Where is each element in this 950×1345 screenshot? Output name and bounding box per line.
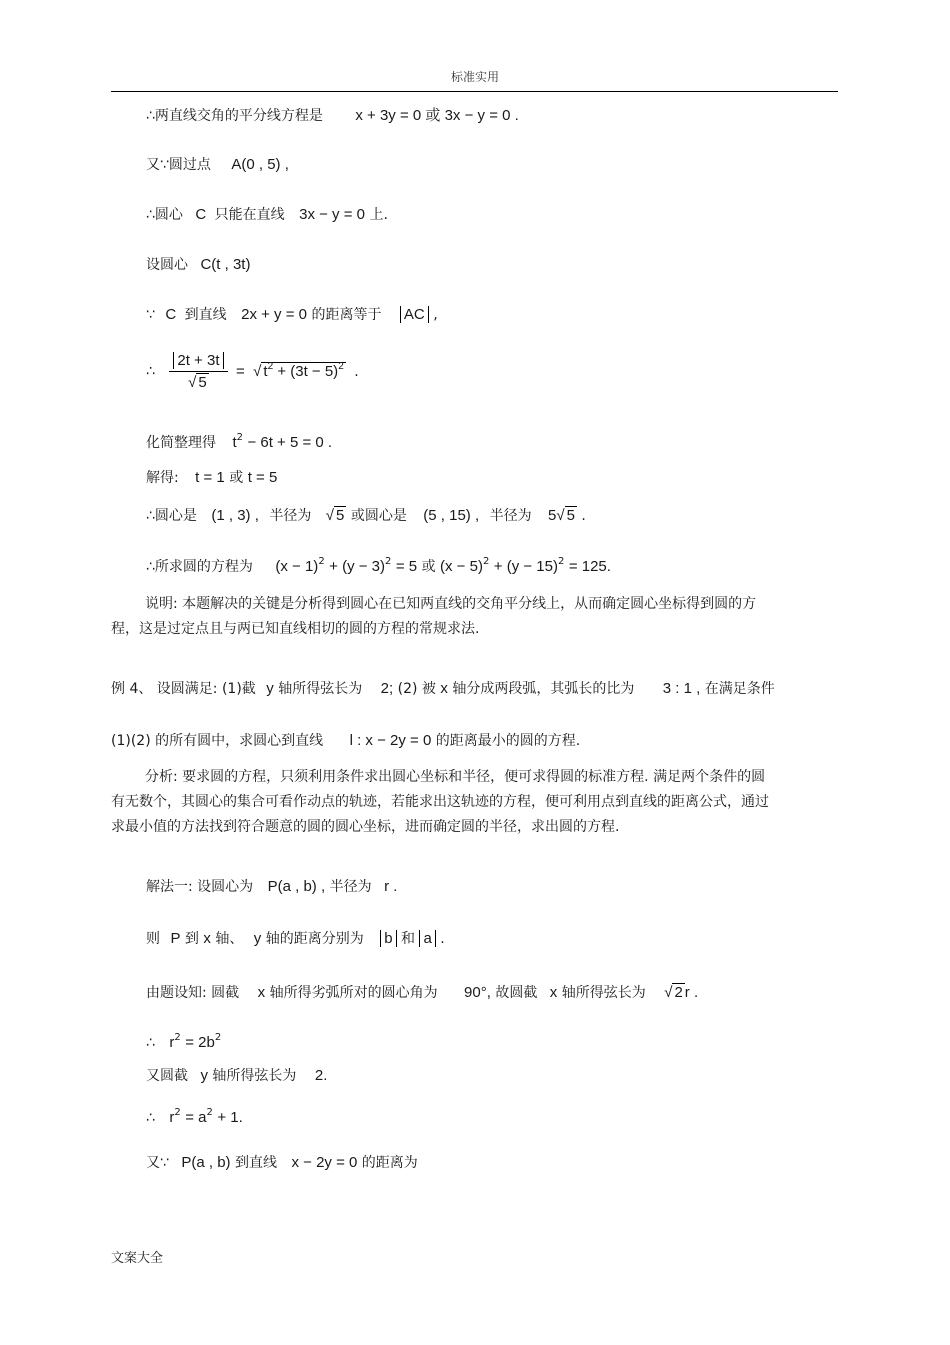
math: l : x − 2y = 0 [349,732,432,749]
math: C [165,306,177,323]
equals-sign: = [235,363,245,380]
text: 轴所得弦长为 [561,985,646,1001]
line-distances-to-axes [146,929,445,949]
sqrt-expression [253,362,346,380]
text: 或 [229,470,244,486]
math: 2. [314,1067,328,1084]
text: . [440,931,445,947]
math: P [170,930,181,947]
text: ∵ [146,307,155,323]
line-bisector-equations [146,106,519,126]
math: x + 3y = 0 或 3x − y = 0 . [355,107,519,124]
sqrt-sign: √ [188,374,197,391]
math: x [440,680,448,697]
text: 轴所得劣弧所对的圆心角为 [269,985,438,1001]
text: 又圆截 [146,1068,188,1084]
math: x − 2y = 0 [291,1154,358,1171]
therefore-symbol: ∴ [146,1110,155,1126]
line-solution-method-1 [146,877,397,897]
page-footer-label: 文案大全 [111,1251,164,1266]
coefficient: 5 [548,507,557,524]
fraction-numerator: 2t + 3t [173,352,223,369]
exponent: 2 [174,1032,181,1043]
math: (1 , 3) , [211,507,259,524]
math: y [253,930,262,947]
text: 化简整理得 [146,435,216,451]
line-centers-radii [146,506,586,526]
text: 又∵圆过点 [146,157,211,173]
text: 解法一: 设圆心为 [146,879,254,895]
text: 轴所得弦长为 [212,1068,297,1084]
exponent: 2 [385,556,392,567]
math: A(0 , 5) , [231,156,289,173]
text: ∴圆心 [146,207,183,223]
math: (5 , 15) , [423,507,480,524]
text: , [433,307,438,323]
exponent: 2 [557,556,565,567]
math: y [200,1067,208,1084]
line-center-on-line [146,205,388,225]
math: (x − 5) [440,558,483,575]
math: y [266,680,274,697]
text: 故圆截 [495,985,538,1001]
math: r [169,1034,175,1051]
line-distance-p-to-line [146,1153,418,1173]
therefore-symbol: ∴ [146,363,155,380]
math: t = 1 [195,469,225,486]
text: 又∵ [146,1155,169,1171]
text: . [581,508,586,524]
math-sqrt [326,507,347,524]
exponent: 2 [267,361,274,372]
math: P(a , b) , [267,878,326,895]
math: (x − 1) [275,558,319,575]
text: 到直线 [184,307,227,323]
line-solutions [146,468,277,488]
line-distance-condition [146,305,438,325]
radicand: 5 [336,507,345,524]
line-distance-equation [146,352,359,391]
math: = 5 [395,558,418,575]
text: 则 [146,931,160,947]
fraction [169,352,227,391]
math: r [169,1109,175,1126]
text: 由题设知: 圆截 [146,985,240,1001]
text: 到 [184,931,199,947]
line-r-squared-2b [146,1033,221,1055]
math-abs-b: b [380,930,396,947]
text: (2) 被 [397,681,436,697]
math: = 125. [568,558,611,575]
note-paragraph: 说明: 本题解决的关键是分析得到圆心在已知两直线的交角平分线上，从而确定圆心坐标得到圆的方程，这是过定点且与两已知直线相切的圆的方程的常规求法. [111,596,757,637]
math-abs-ac: AC [400,306,429,323]
text: (1)(2) 的所有圆中，求圆心到直线 [111,733,324,749]
math: r . [684,984,699,1001]
text: 解得: [146,470,179,486]
math: 2; [380,680,394,697]
text: 在满足条件 [704,681,775,697]
text: 和 [400,931,415,947]
text: 的距离等于 [311,307,382,323]
line-arc-condition [146,983,698,1003]
text: 轴所得弦长为 [278,681,363,697]
text: 半径为 [269,508,312,524]
exponent: 2 [174,1107,181,1118]
math: t [232,434,237,451]
analysis-paragraph: 分析: 要求圆的方程，只须利用条件求出圆心坐标和半径，便可求得圆的标准方程. 满足两个条件的圆有无数个，其圆心的集合可看作动点的轨迹，若能求出这轨迹的方程，便可利用点到直线的距离公式，通过求最小值的方法找到符合题意的圆的圆心坐标，进而确定圆的半径，求出圆的方程. [111,769,769,835]
text: 轴分成两段弧，其弧长的比为 [452,681,635,697]
sqrt-sign: √ [253,363,262,380]
math: = a [185,1109,207,1126]
sqrt-sign: √ [325,507,335,524]
line-circle-passes-point [146,155,289,175]
line-y-axis-chord [146,1066,327,1086]
text: 只能在直线 [214,207,285,223]
math: 3x − y = 0 [299,206,365,223]
example-4-question [111,731,580,751]
text: 例 4、 设圆满足: (1)截 [111,681,256,697]
text: 上. [369,207,388,223]
math: = 2b [185,1034,215,1051]
example-4-statement [111,679,775,699]
math: + (y − 3) [329,558,385,575]
text: 或圆心是 [350,508,407,524]
text: 到直线 [235,1155,278,1171]
text: 轴的距离分别为 [265,931,364,947]
sqrt-sign: √ [664,984,673,1001]
radicand: 2 [674,984,683,1001]
text: ∴圆心是 [146,508,197,524]
math: x [257,984,266,1001]
sqrt-sign: √ [556,507,565,524]
math: C(t , 3t) [200,256,251,273]
line-simplify [146,433,332,455]
text: ∴所求圆的方程为 [146,559,253,575]
line-circle-equations [146,557,611,579]
text: 或 [421,559,436,575]
text: 的距离最小的圆的方程. [435,733,581,749]
therefore-symbol: ∴ [146,1035,155,1051]
exponent: 2 [206,1107,213,1118]
radicand: + (3t − 5) [277,363,339,380]
math-sqrt [664,984,685,1001]
text: 半径为 [489,508,532,524]
text: ∴两直线交角的平分线方程是 [146,108,323,124]
line-set-center [146,255,250,275]
math: x [203,930,211,947]
math: 2x + y = 0 [241,306,307,323]
header-divider [111,91,838,92]
math-sqrt [548,507,577,524]
math: C [195,206,207,223]
math: P(a , b) [181,1154,231,1171]
math: + (y − 15) [493,558,558,575]
text: . [354,363,359,380]
line-r-squared-a [146,1108,243,1130]
exponent: 2 [318,556,325,567]
math: t = 5 [247,469,278,486]
exponent: 2 [236,432,243,443]
math-abs-a: a [419,930,435,947]
math: x [549,984,558,1001]
radicand: 5 [566,507,575,524]
exponent: 2 [338,361,344,372]
text: 半径为 [329,879,372,895]
math: r . [384,878,398,895]
fraction-denominator: 5 [198,374,207,391]
math: 3 : 1 , [662,680,701,697]
exponent: 2 [482,556,490,567]
math: − 6t + 5 = 0 . [247,434,333,451]
text: 轴、 [215,931,244,947]
text: 设圆心 [146,257,188,273]
page-header-title: 标准实用 [450,70,499,84]
exponent: 2 [214,1032,222,1043]
radicand: t [263,363,268,380]
text: 的距离为 [361,1155,418,1171]
math: 90°, [464,984,491,1001]
math: + 1. [217,1109,243,1126]
